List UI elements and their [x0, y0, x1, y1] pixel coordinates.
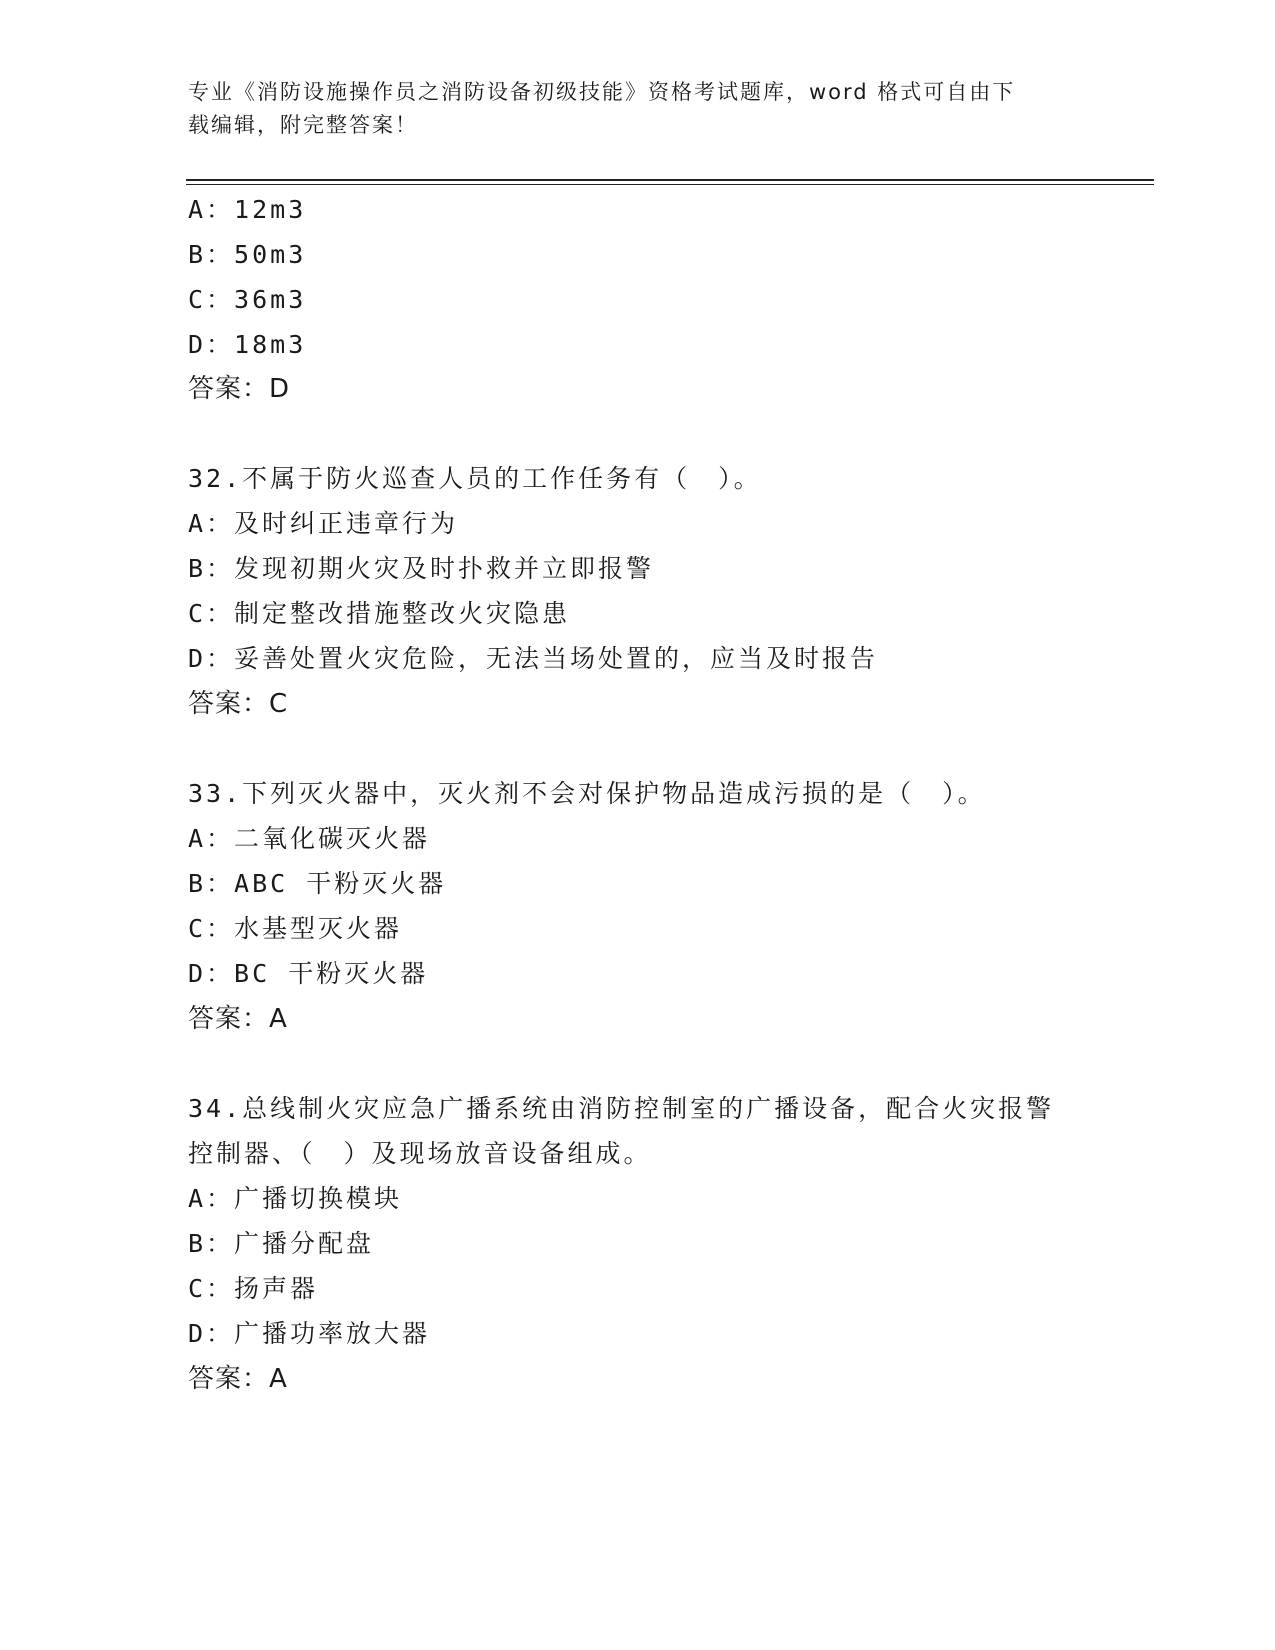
header-line-2: 载编辑，附完整答案！ — [188, 113, 418, 137]
q34-stem-line-2: 控制器、（ ）及现场放音设备组成。 — [188, 1139, 652, 1168]
q33-option-c: C：水基型灭火器 — [188, 914, 403, 943]
answer-label: 答案： — [188, 1004, 270, 1034]
q34-option-b: B：广播分配盘 — [188, 1229, 375, 1258]
q34-answer — [188, 1364, 288, 1394]
q33-option-a: A：二氧化碳灭火器 — [188, 824, 431, 853]
q33-answer — [188, 1004, 288, 1034]
q31-option-a: A：12m3 — [188, 195, 307, 224]
q32-option-a: A：及时纠正违章行为 — [188, 509, 459, 538]
q34-stem-line-1: 34.总线制火灾应急广播系统由消防控制室的广播设备，配合火灾报警 — [188, 1094, 1055, 1123]
answer-label: 答案： — [188, 1364, 270, 1394]
q31-option-b: B：50m3 — [188, 240, 307, 269]
q32-stem: 32.不属于防火巡查人员的工作任务有（ ）。 — [188, 464, 762, 493]
q32-option-d: D：妥善处置火灾危险，无法当场处置的，应当及时报告 — [188, 644, 879, 673]
q33-stem: 33.下列灭火器中，灭火剂不会对保护物品造成污损的是（ ）。 — [188, 779, 986, 808]
header-rule-thin — [186, 184, 1154, 185]
q34-option-c: C：扬声器 — [188, 1274, 319, 1303]
q31-answer — [188, 374, 290, 404]
q32-answer-value: C — [269, 689, 289, 719]
q33-answer-value: A — [269, 1004, 288, 1034]
document-header — [188, 76, 1088, 142]
q31-answer-value: D — [269, 374, 291, 404]
q32-option-c: C：制定整改措施整改火灾隐患 — [188, 599, 571, 628]
header-line-1: 专业《消防设施操作员之消防设备初级技能》资格考试题库，word 格式可自由下 — [188, 80, 1016, 104]
q33-option-b: B：ABC 干粉灭火器 — [188, 869, 447, 898]
q34-option-d: D：广播功率放大器 — [188, 1319, 431, 1348]
q34-option-a: A：广播切换模块 — [188, 1184, 403, 1213]
q32-answer — [188, 689, 288, 719]
answer-label: 答案： — [188, 374, 270, 404]
q31-option-c: C：36m3 — [188, 285, 307, 314]
header-rule-thick — [186, 179, 1154, 181]
q31-option-d: D：18m3 — [188, 330, 307, 359]
q33-option-d: D：BC 干粉灭火器 — [188, 959, 429, 988]
answer-label: 答案： — [188, 689, 270, 719]
q34-answer-value: A — [269, 1364, 288, 1394]
q32-option-b: B：发现初期火灾及时扑救并立即报警 — [188, 554, 655, 583]
